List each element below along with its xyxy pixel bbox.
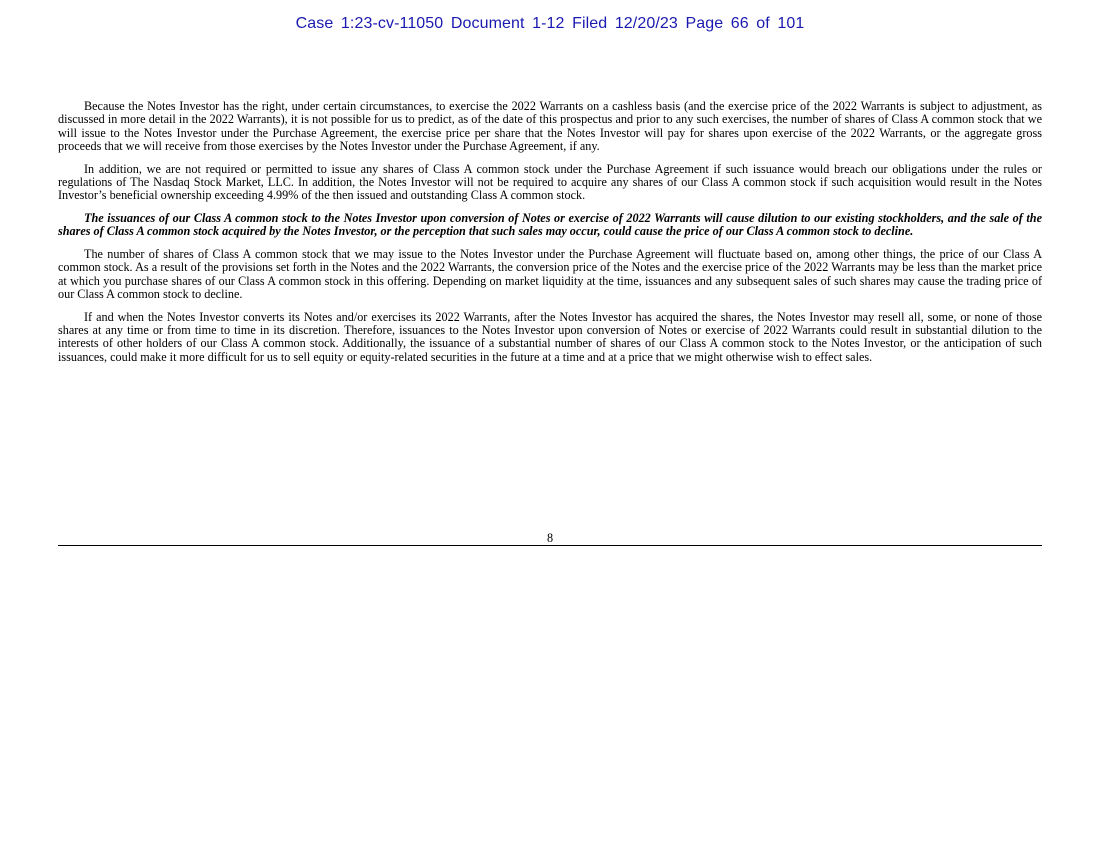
paragraph-nasdaq-limits: In addition, we are not required or permitted to issue any shares of Class A common stock under the Purchase Agreement if such issuance would breach our obligations under the rules or regulations of The Nasdaq Stock Market, LLC. In addition, the Notes Investor will not be required to acquire any shares of our Class A common stock if such acquisition would result in the Notes Investor’s beneficial ownership exceeding 4.99% of the then issued and outstanding Class A common stock. <box>58 161 1042 203</box>
footer-rule <box>58 545 1042 546</box>
case-header: Case 1:23-cv-11050 Document 1-12 Filed 12/20/23 Page 66 of 101 <box>295 15 805 32</box>
paragraph-resale-dilution: If and when the Notes Investor converts its Notes and/or exercises its 2022 Warrants, after the Notes Investor has acquired the shares, the Notes Investor may resell all, some, or none of those shares at any time or from time to time in its discretion. Therefore, issuances to the Notes Investor upon conversion of Notes or exercise of 2022 Warrants could result in substantial dilution to the interests of other holders of our Class A common stock. Additionally, the issuance of a substantial number of shares of our Class A common stock to the Notes Investor, or the anticipation of such issuances, could make it more difficult for us to sell equity or equity-related securities in the future at a time and at a price that we might otherwise wish to effect sales. <box>58 309 1042 364</box>
page-number: 8 <box>546 531 554 545</box>
risk-factor-heading: The issuances of our Class A common stock to the Notes Investor upon conversion of Notes or exercise of 2022 Warrants will cause dilution to our existing stockholders, and the sale of the shares of Class A common stock acquired by the Notes Investor, or the perception that such sales may occur, could cause the price of our Class A common stock to decline. <box>58 211 1042 239</box>
paragraph-cashless-exercise: Because the Notes Investor has the right, under certain circumstances, to exercise the 2022 Warrants on a cashless basis (and the exercise price of the 2022 Warrants is subject to adjustment, as discussed in more detail in the 2022 Warrants), it is not possible for us to predict, as of the date of this prospectus and prior to any such exercises, the number of shares of Class A common stock that we will issue to the Notes Investor under the Purchase Agreement, the exercise price per share that the Notes Investor will pay for shares upon exercise of the 2022 Warrants, or the aggregate gross proceeds that we will receive from those exercises by the Notes Investor under the Purchase Agreement, if any. <box>58 99 1042 153</box>
document-body <box>58 100 1042 374</box>
paragraph-share-fluctuation: The number of shares of Class A common stock that we may issue to the Notes Investor under the Purchase Agreement will fluctuate based on, among other things, the price of our Class A common stock. As a result of the provisions set forth in the Notes and the 2022 Warrants, the conversion price of the Notes and the exercise price of the 2022 Warrants may be less than the market price at which you purchase shares of our Class A common stock in this offering. Depending on market liquidity at the time, issuances and any subsequent sales of such shares may cause the trading price of our Class A common stock to decline. <box>58 247 1042 302</box>
